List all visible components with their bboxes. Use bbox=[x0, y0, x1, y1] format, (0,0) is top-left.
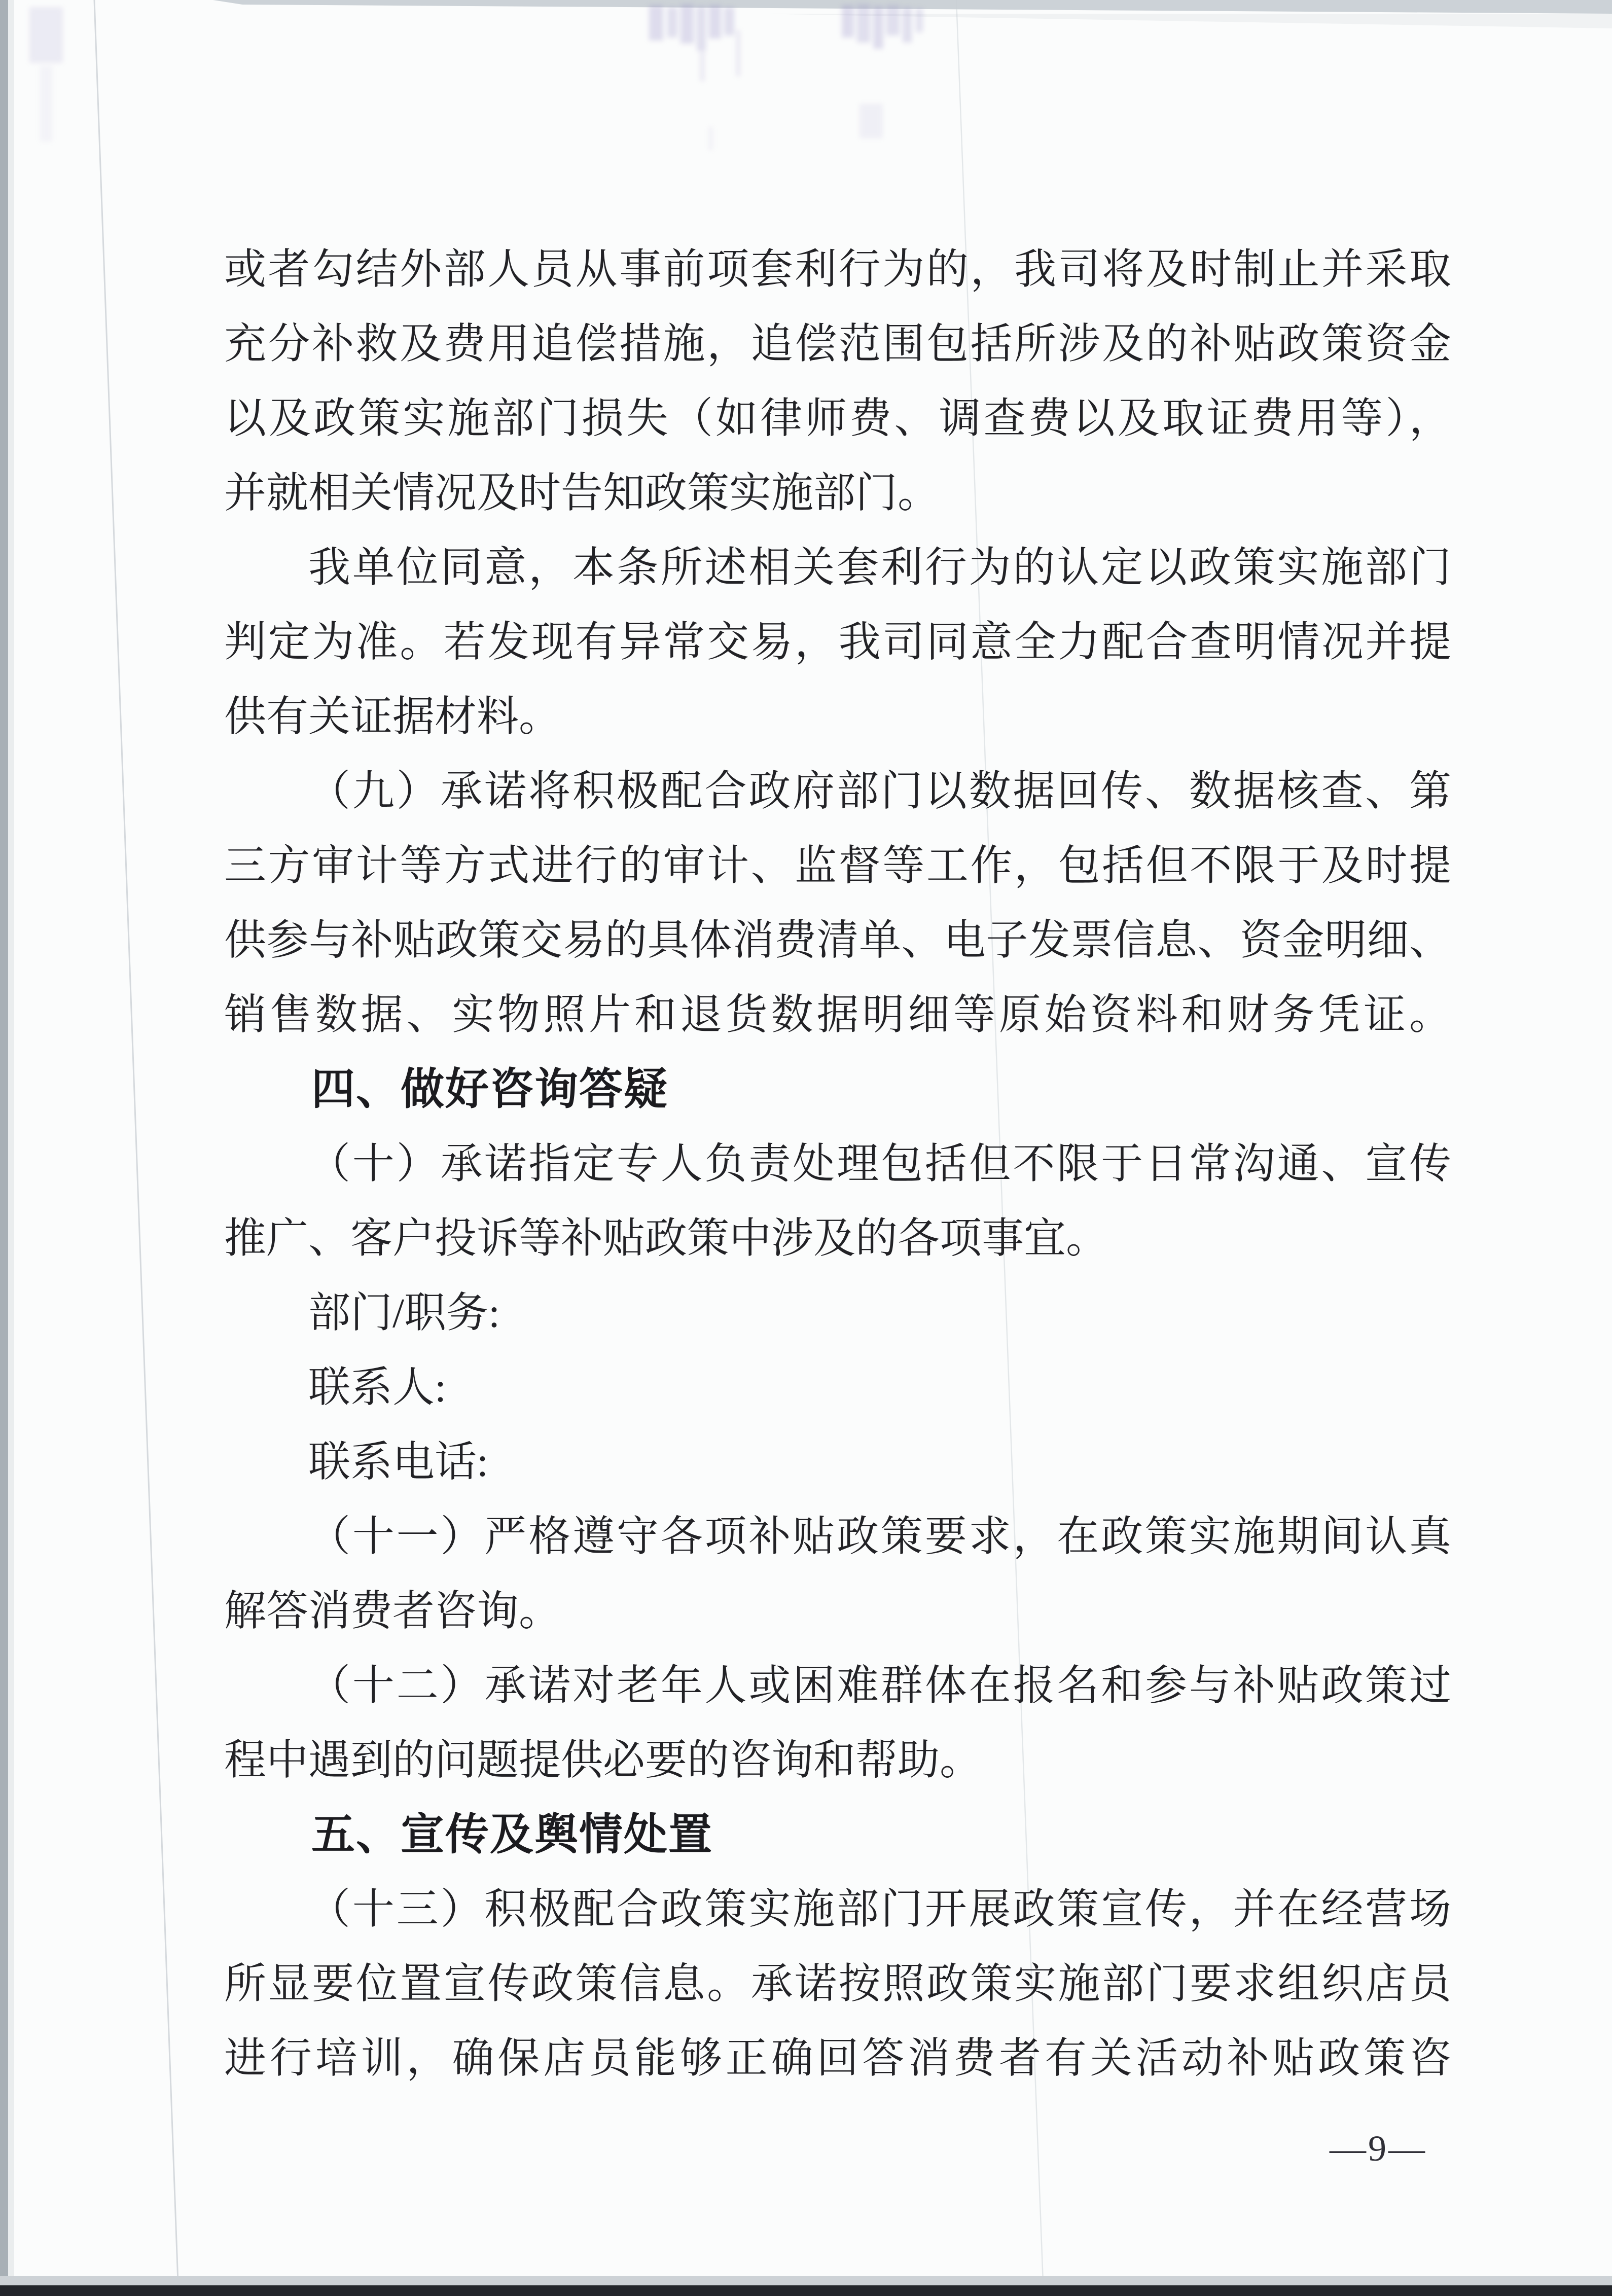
text-line: 联系人: bbox=[308, 1364, 447, 1411]
text-line: 或者勾结外部人员从事前项套利行为的，我司将及时制止并采取 bbox=[224, 246, 1451, 293]
text-line: 并就相关情况及时告知政策实施部门。 bbox=[224, 470, 940, 516]
ink-bleed-smudges bbox=[29, 4, 923, 150]
text-line: 以及政策实施部门损失（如律师费、调查费以及取证费用等）， bbox=[224, 395, 1451, 442]
text-line: 我单位同意，本条所述相关套利行为的认定以政策实施部门 bbox=[308, 544, 1451, 591]
text-line: 联系电话: bbox=[308, 1439, 489, 1485]
page-crease-left bbox=[94, 0, 178, 2296]
text-line: 供有关证据材料。 bbox=[224, 693, 561, 740]
text-block bbox=[224, 232, 1451, 2096]
text-line: （十三）积极配合政策实施部门开展政策宣传，并在经营场 bbox=[308, 1886, 1451, 1932]
text-line: 三方审计等方式进行的审计、监督等工作，包括但不限于及时提 bbox=[224, 842, 1451, 889]
text-line: 所显要位置宣传政策信息。承诺按照政策实施部门要求组织店员 bbox=[224, 1960, 1451, 2007]
scanner-bottom-strip bbox=[0, 2276, 1612, 2286]
text-line: 充分补救及费用追偿措施，追偿范围包括所涉及的补贴政策资金 bbox=[224, 320, 1451, 367]
scanner-left-band-soft bbox=[8, 0, 14, 2296]
text-line: （十）承诺指定专人负责处理包括但不限于日常沟通、宣传 bbox=[308, 1140, 1451, 1187]
text-line: 判定为准。若发现有异常交易，我司同意全力配合查明情况并提 bbox=[224, 619, 1451, 665]
scanner-bottom-bar bbox=[0, 2285, 1612, 2296]
section-heading: 五、宣传及舆情处置 bbox=[311, 1810, 713, 1859]
text-line: 销售数据、实物照片和退货数据明细等原始资料和财务凭证。 bbox=[224, 991, 1451, 1038]
scanner-top-band bbox=[213, 0, 1612, 14]
text-line: （九）承诺将积极配合政府部门以数据回传、数据核查、第 bbox=[308, 768, 1451, 814]
page-number: —9— bbox=[1330, 2128, 1427, 2169]
text-line: 推广、客户投诉等补贴政策中涉及的各项事宜。 bbox=[224, 1215, 1108, 1262]
scanner-left-band bbox=[0, 0, 8, 2296]
text-line: 程中遇到的问题提供必要的咨询和帮助。 bbox=[224, 1737, 982, 1783]
text-line: 解答消费者咨询。 bbox=[224, 1588, 561, 1634]
text-line: （十二）承诺对老年人或困难群体在报名和参与补贴政策过 bbox=[308, 1662, 1451, 1709]
scanner-top-shadow bbox=[761, 14, 1612, 28]
text-line: 进行培训，确保店员能够正确回答消费者有关活动补贴政策咨 bbox=[224, 2035, 1451, 2082]
section-heading: 四、做好咨询答疑 bbox=[311, 1065, 668, 1114]
text-line: 供参与补贴政策交易的具体消费清单、电子发票信息、资金明细、 bbox=[224, 917, 1451, 963]
text-line: 部门/职务: bbox=[308, 1289, 500, 1336]
text-line: （十一）严格遵守各项补贴政策要求，在政策实施期间认真 bbox=[308, 1513, 1451, 1560]
